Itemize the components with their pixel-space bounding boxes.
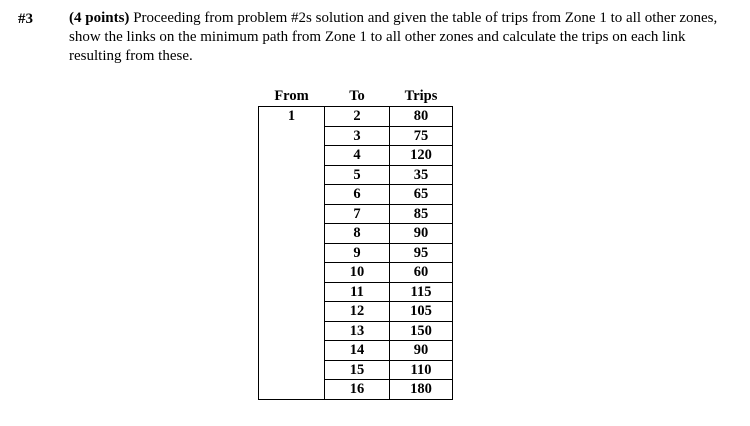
- trips-value-cell: 85: [390, 204, 453, 224]
- trips-value-cell: 150: [390, 321, 453, 341]
- question-points: (4 points): [69, 10, 130, 26]
- to-zone-cell: 14: [325, 341, 390, 361]
- to-zone-cell: 15: [325, 360, 390, 380]
- to-zone-cell: 5: [325, 165, 390, 185]
- header-trips: Trips: [390, 87, 453, 107]
- table-row: [259, 107, 453, 127]
- trips-value-cell: 75: [390, 126, 453, 146]
- trips-table-header-row: [259, 87, 453, 107]
- trips-value-cell: 120: [390, 146, 453, 166]
- trips-value-cell: 110: [390, 360, 453, 380]
- to-zone-cell: 7: [325, 204, 390, 224]
- question-body: Proceeding from problem #2s solution and given the table of trips from Zone 1 to all other zones, show the links on the minimum path from Zone 1 to all other zones and calculate the trips on each link resulting from these.: [69, 10, 718, 64]
- to-zone-cell: 6: [325, 185, 390, 205]
- to-zone-cell: 12: [325, 302, 390, 322]
- trips-value-cell: 95: [390, 243, 453, 263]
- trips-table: [258, 87, 453, 400]
- question-text: [69, 9, 734, 66]
- question-number: #3: [18, 11, 33, 27]
- to-zone-cell: 2: [325, 107, 390, 127]
- to-zone-cell: 8: [325, 224, 390, 244]
- trips-value-cell: 90: [390, 341, 453, 361]
- trips-value-cell: 35: [390, 165, 453, 185]
- to-zone-cell: 16: [325, 380, 390, 400]
- to-zone-cell: 13: [325, 321, 390, 341]
- trips-value-cell: 90: [390, 224, 453, 244]
- to-zone-cell: 11: [325, 282, 390, 302]
- from-zone-cell: 1: [259, 107, 325, 400]
- trips-value-cell: 60: [390, 263, 453, 283]
- to-zone-cell: 3: [325, 126, 390, 146]
- to-zone-cell: 10: [325, 263, 390, 283]
- trips-value-cell: 115: [390, 282, 453, 302]
- to-zone-cell: 4: [325, 146, 390, 166]
- trips-table-body: [259, 107, 453, 400]
- trips-value-cell: 65: [390, 185, 453, 205]
- trips-value-cell: 105: [390, 302, 453, 322]
- trips-value-cell: 180: [390, 380, 453, 400]
- to-zone-cell: 9: [325, 243, 390, 263]
- header-to: To: [325, 87, 390, 107]
- trips-value-cell: 80: [390, 107, 453, 127]
- header-from: From: [259, 87, 325, 107]
